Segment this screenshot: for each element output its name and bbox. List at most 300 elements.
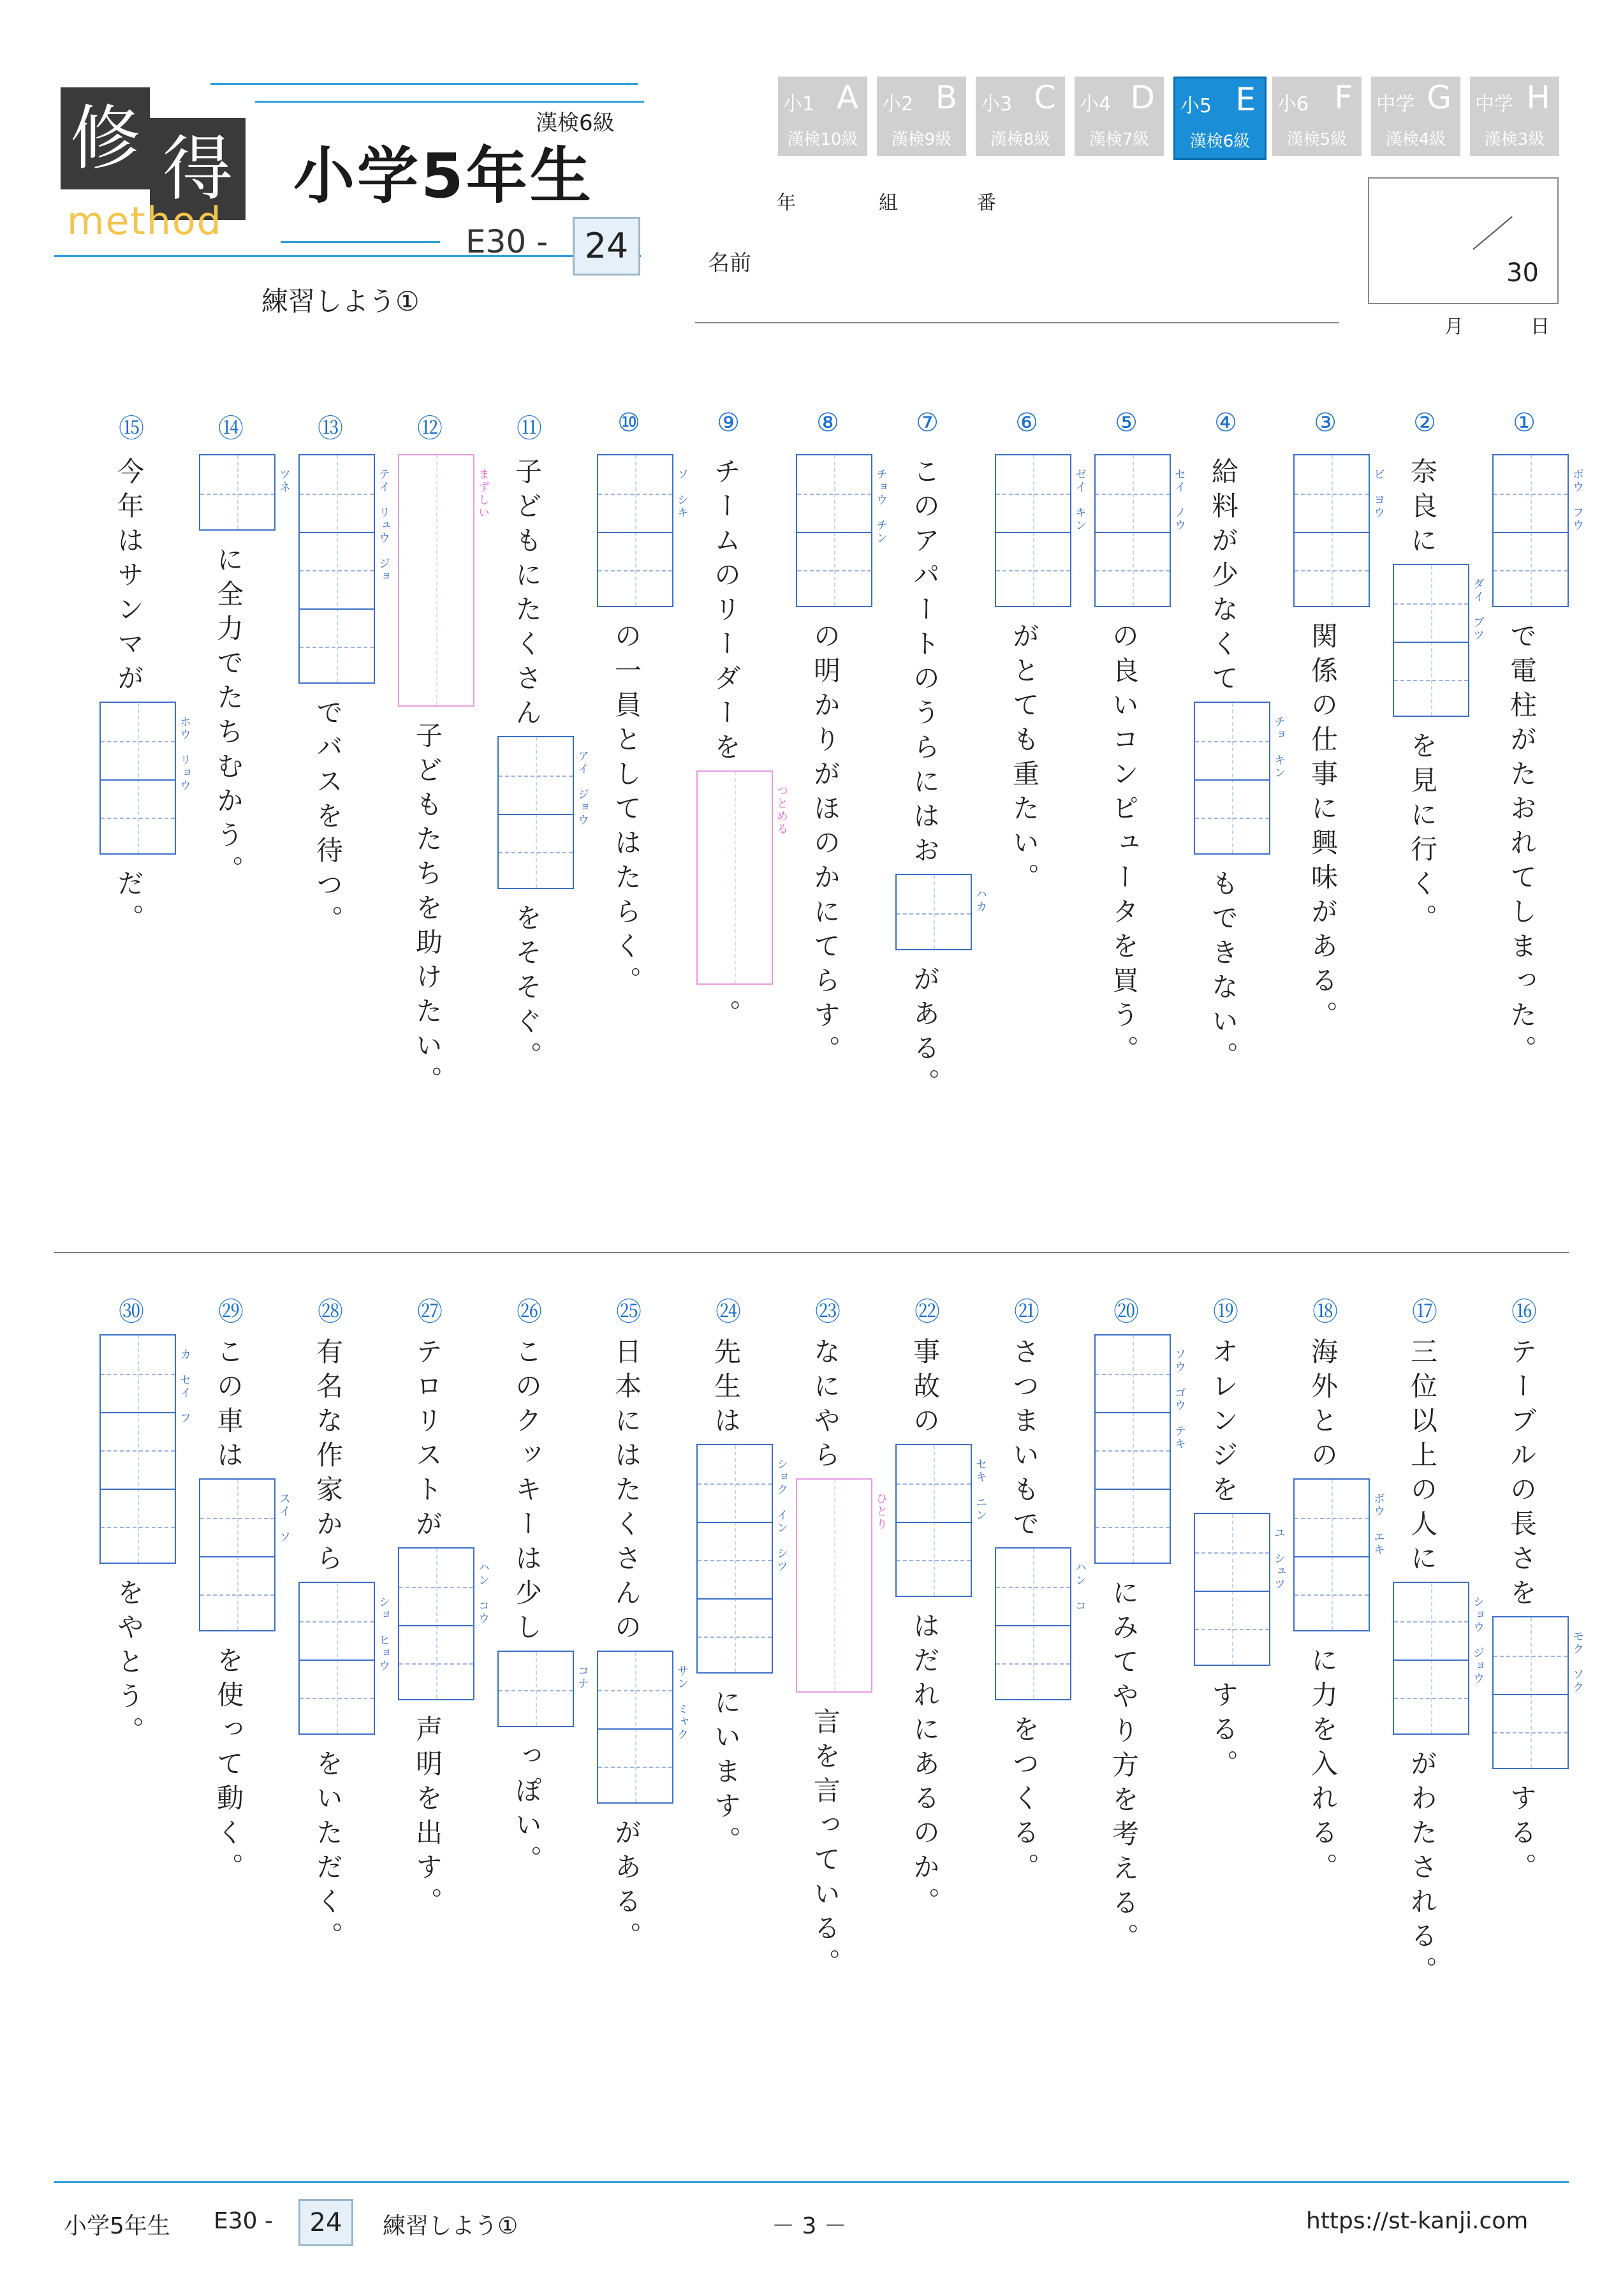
question-text: の明かりがほのかにてらす。 xyxy=(810,622,841,1070)
question-text: 声明を出す。 xyxy=(412,1715,443,1922)
cell-divider xyxy=(698,1522,772,1523)
cell-divider xyxy=(200,1556,274,1557)
grade-tab-school: 小4 xyxy=(1080,93,1112,115)
question-text: がある。 xyxy=(909,965,941,1103)
month-label: 月 xyxy=(1444,316,1464,338)
guide-line xyxy=(1431,1583,1432,1733)
guide-line xyxy=(300,570,374,571)
kana-answer-box[interactable] xyxy=(696,770,788,985)
guide-line xyxy=(1096,1450,1170,1452)
guide-line xyxy=(138,1336,139,1563)
guide-line xyxy=(598,1690,672,1691)
guide-line xyxy=(399,1587,473,1588)
furigana-hint: スイ ソ xyxy=(277,1492,291,1543)
cell-divider xyxy=(300,532,374,533)
question-text: テロリストが xyxy=(412,1337,443,1544)
guide-line xyxy=(698,1637,772,1638)
question-number: ⑦ xyxy=(916,408,939,438)
kanji-answer-box[interactable] xyxy=(199,1478,291,1631)
grade-tab-letter: C xyxy=(1034,79,1056,116)
guide-line xyxy=(337,1583,338,1733)
kana-answer-box[interactable] xyxy=(398,454,490,707)
year-label: 年 xyxy=(777,192,796,214)
furigana-hint: ダイ ブツ xyxy=(1471,578,1485,642)
name-label: 名前 xyxy=(708,251,751,276)
guide-line xyxy=(300,494,374,495)
question-text: 給料が少なくて xyxy=(1208,457,1239,698)
guide-line xyxy=(934,875,935,949)
guide-line xyxy=(1494,1656,1568,1657)
cell-divider xyxy=(897,1522,971,1523)
guide-line xyxy=(1431,565,1432,716)
grade-tab-letter: F xyxy=(1334,79,1353,116)
question-number: ⑬ xyxy=(318,414,343,443)
guide-line xyxy=(1494,570,1568,571)
question-number: ㉕ xyxy=(616,1297,642,1327)
kanji-answer-box[interactable] xyxy=(298,1582,390,1735)
guide-line xyxy=(337,455,338,682)
cell-divider xyxy=(101,1412,175,1413)
guide-line xyxy=(1033,455,1034,606)
guide-line xyxy=(1295,1518,1369,1519)
cell-divider xyxy=(996,1625,1070,1626)
question-number: ⑫ xyxy=(417,414,443,443)
question-text: の一員としてはたらく。 xyxy=(611,622,642,1001)
guide-line xyxy=(1394,1698,1468,1699)
cell-divider xyxy=(797,532,871,533)
guide-line xyxy=(1096,570,1170,571)
furigana-hint: ソ シキ xyxy=(675,468,689,519)
question-number: ㉓ xyxy=(815,1297,841,1327)
grade-tab-letter: E xyxy=(1235,81,1256,118)
guide-line xyxy=(1494,1732,1568,1733)
question-text: さつまいもで xyxy=(1009,1337,1040,1544)
question-number: ⑧ xyxy=(816,408,839,438)
guide-line xyxy=(1232,703,1233,853)
question-text: をつくる。 xyxy=(1009,1715,1040,1887)
question-text: 日本にはたくさんの xyxy=(611,1337,642,1647)
logo-mark-2: 得 xyxy=(150,118,246,220)
kanji-answer-box[interactable] xyxy=(99,1334,191,1564)
cell-divider xyxy=(1195,779,1269,781)
guide-line xyxy=(996,1587,1070,1588)
furigana-hint: テイ リュウ ジョ xyxy=(377,468,390,583)
cell-divider xyxy=(1494,532,1568,533)
grade-tab-2[interactable] xyxy=(877,77,966,156)
guide-line xyxy=(797,494,871,495)
guide-line xyxy=(934,1445,935,1596)
question-number: ㉔ xyxy=(716,1297,741,1327)
question-text: をそそぐ。 xyxy=(511,904,543,1076)
guide-line xyxy=(536,1652,537,1726)
question-number: ② xyxy=(1413,408,1436,438)
guide-line xyxy=(834,1480,835,1691)
question-number: ㉖ xyxy=(517,1297,542,1327)
guide-line xyxy=(797,570,871,571)
cell-divider xyxy=(598,532,672,533)
header-rule-top xyxy=(210,83,638,85)
guide-line xyxy=(1295,494,1369,495)
question-number: ⑨ xyxy=(717,408,740,438)
kanji-answer-box[interactable] xyxy=(995,1547,1087,1700)
kanji-answer-box[interactable] xyxy=(1094,1334,1186,1564)
kanji-answer-box[interactable] xyxy=(497,736,589,889)
guide-line xyxy=(1133,1336,1134,1563)
question-text: 三位以上の人に xyxy=(1407,1337,1438,1578)
question-number: ㉑ xyxy=(1014,1297,1039,1327)
guide-line xyxy=(138,703,139,853)
kanji-answer-box[interactable] xyxy=(696,1444,788,1674)
guide-line xyxy=(101,1527,175,1528)
furigana-hint: ショク イン シツ xyxy=(775,1458,788,1573)
guide-line xyxy=(897,913,971,915)
kanji-answer-box[interactable] xyxy=(796,454,888,607)
question-number: ⑤ xyxy=(1115,408,1138,438)
guide-line xyxy=(1295,570,1369,571)
score-total: 30 xyxy=(1506,258,1539,288)
grade-tab-kanken: 漢検6級 xyxy=(1189,132,1251,151)
guide-line xyxy=(1195,741,1269,742)
header-rule-bottom xyxy=(54,255,641,257)
guide-line xyxy=(1394,1621,1468,1623)
furigana-hint: アイ ジョウ xyxy=(576,750,589,827)
cell-divider xyxy=(996,532,1070,533)
cell-divider xyxy=(598,1728,672,1730)
grade-tab-kanken: 漢検4級 xyxy=(1385,130,1446,149)
guide-line xyxy=(499,1690,573,1691)
footer-code: E30 - xyxy=(214,2208,273,2234)
kanji-answer-box[interactable] xyxy=(1492,454,1584,607)
furigana-hint: コナ xyxy=(576,1665,589,1690)
question-number: ④ xyxy=(1214,408,1237,438)
furigana-hint: チョウ チン xyxy=(874,468,888,545)
guide-line xyxy=(1332,455,1333,606)
grade-tab-letter: H xyxy=(1526,79,1550,116)
kanji-answer-box[interactable] xyxy=(995,454,1087,607)
question-number: ⑯ xyxy=(1511,1297,1537,1327)
guide-line xyxy=(834,455,835,606)
cell-divider xyxy=(698,1598,772,1600)
grade-tab-3[interactable] xyxy=(976,77,1065,156)
question-number: ⑳ xyxy=(1113,1297,1139,1327)
question-text: がとても重たい。 xyxy=(1009,622,1040,897)
furigana-hint: ハカ xyxy=(974,888,987,913)
question-text: このアパートのうらにはお xyxy=(909,457,941,871)
furigana-hint: ツネ xyxy=(277,468,291,494)
guide-line xyxy=(1394,603,1468,605)
grade-tab-kanken: 漢検7級 xyxy=(1089,130,1150,149)
question-number: ⑥ xyxy=(1015,408,1038,438)
question-text: で電柱がたおれてしまった。 xyxy=(1506,622,1538,1070)
furigana-hint: まずしい xyxy=(476,468,490,519)
guide-line xyxy=(499,776,573,777)
page-title: 小学5年生 xyxy=(293,140,594,212)
kanji-answer-box[interactable] xyxy=(1393,1582,1485,1735)
kanken-level: 漢検6級 xyxy=(536,110,615,136)
question-number: ⑭ xyxy=(218,414,244,443)
grade-tab-kanken: 漢検3級 xyxy=(1484,130,1545,149)
question-text: をやとう。 xyxy=(114,1578,145,1751)
cell-divider xyxy=(300,608,374,610)
guide-line xyxy=(1531,1617,1532,1768)
grade-tab-4[interactable] xyxy=(1075,77,1164,156)
furigana-hint: ホウ リョウ xyxy=(178,716,191,792)
guide-line xyxy=(300,1621,374,1623)
question-text: 子どもにたくさん xyxy=(511,457,543,733)
question-text: にいます。 xyxy=(710,1688,742,1860)
cell-divider xyxy=(499,814,573,815)
furigana-hint: セイ ノウ xyxy=(1173,468,1186,532)
question-text: の良いコンピュータを買う。 xyxy=(1108,622,1140,1070)
guide-line xyxy=(436,455,437,705)
question-text: を見に行く。 xyxy=(1407,732,1438,938)
furigana-hint: セキ ニン xyxy=(974,1458,987,1522)
kanji-answer-box[interactable] xyxy=(1194,1513,1286,1666)
guide-line xyxy=(101,1374,175,1375)
question-text: をいただく。 xyxy=(312,1749,344,1956)
kanji-answer-box[interactable] xyxy=(99,702,191,855)
cell-divider xyxy=(1295,1556,1369,1557)
guide-line xyxy=(101,741,175,742)
question-text: がある。 xyxy=(611,1818,642,1956)
cell-divider xyxy=(101,779,175,781)
guide-line xyxy=(635,1652,636,1802)
logo-word: method xyxy=(67,199,223,244)
furigana-hint: ハン コ xyxy=(1073,1561,1087,1612)
furigana-hint: ゼイ キン xyxy=(1073,468,1087,532)
guide-line xyxy=(897,1560,971,1561)
guide-line xyxy=(897,1483,971,1485)
guide-line xyxy=(1494,494,1568,495)
furigana-hint: サン ミャク xyxy=(675,1665,689,1741)
cell-divider xyxy=(1494,1694,1568,1695)
kanji-answer-box[interactable] xyxy=(1194,702,1286,855)
grade-tab-letter: G xyxy=(1427,79,1451,116)
kanji-answer-box[interactable] xyxy=(1094,454,1186,607)
furigana-hint: ボウ エキ xyxy=(1372,1492,1385,1556)
guide-line xyxy=(1531,455,1532,606)
furigana-hint: チョ キン xyxy=(1272,716,1286,779)
cell-divider xyxy=(1096,1412,1170,1413)
question-text: はだれにあるのか。 xyxy=(909,1612,941,1922)
grade-tab-letter: D xyxy=(1130,79,1155,116)
question-text: でバスを待つ。 xyxy=(312,698,344,939)
cell-divider xyxy=(1295,532,1369,533)
furigana-hint: つとめる xyxy=(775,784,788,835)
guide-line xyxy=(1195,1552,1269,1554)
site-url[interactable]: https://st-kanji.com xyxy=(1306,2208,1529,2234)
logo-mark-1: 修 xyxy=(61,87,150,189)
question-text: 。 xyxy=(710,999,742,1034)
guide-line xyxy=(1332,1480,1333,1630)
guide-line xyxy=(598,494,672,495)
question-text: 先生は xyxy=(710,1337,742,1441)
kanji-answer-box[interactable] xyxy=(298,454,390,684)
kanji-answer-box[interactable] xyxy=(1492,1616,1584,1769)
kanji-answer-box[interactable] xyxy=(398,1547,490,1700)
question-text: する。 xyxy=(1506,1784,1538,1887)
question-number: ⑪ xyxy=(517,414,542,443)
kanji-answer-box[interactable] xyxy=(597,454,689,607)
grade-tab-8[interactable] xyxy=(1470,77,1559,156)
guide-line xyxy=(1195,1629,1269,1630)
kanji-answer-box[interactable] xyxy=(199,454,291,531)
question-text: 今年はサンマが xyxy=(114,457,145,698)
guide-line xyxy=(200,1518,274,1519)
question-text: テーブルの長さを xyxy=(1506,1337,1538,1613)
guide-line xyxy=(598,570,672,571)
guide-line xyxy=(1195,818,1269,819)
question-number: ⑮ xyxy=(119,414,144,443)
guide-line xyxy=(1096,494,1170,495)
question-number: ㉚ xyxy=(119,1297,144,1327)
guide-line xyxy=(1096,1527,1170,1528)
question-text: このクッキーは少し xyxy=(511,1337,543,1647)
question-text: を使って動く。 xyxy=(213,1646,244,1887)
footer-rule xyxy=(54,2181,1569,2183)
cell-divider xyxy=(1394,1659,1468,1661)
guide-line xyxy=(300,1698,374,1699)
grade-tab-7[interactable] xyxy=(1371,77,1460,156)
cell-divider xyxy=(1096,532,1170,533)
furigana-hint: ハン コウ xyxy=(476,1561,490,1625)
guide-line xyxy=(1133,455,1134,606)
section-divider xyxy=(54,1252,1569,1253)
question-text: に力を入れる。 xyxy=(1307,1646,1339,1887)
grade-tab-school: 小6 xyxy=(1277,93,1309,115)
question-text: チームのリーダーを xyxy=(710,457,742,767)
furigana-hint: カ セイ フ xyxy=(178,1348,191,1425)
question-text: なにやら xyxy=(810,1337,841,1475)
guide-line xyxy=(598,1767,672,1768)
grade-tab-kanken: 漢検10級 xyxy=(787,130,858,149)
grade-tab-5[interactable] xyxy=(1173,77,1267,160)
grade-tab-school: 中学 xyxy=(1475,93,1513,115)
worksheet-code: E30 - xyxy=(466,223,548,260)
furigana-hint: ひとり xyxy=(874,1492,888,1531)
guide-line xyxy=(698,1560,772,1561)
guide-line xyxy=(735,772,736,983)
question-number: ① xyxy=(1513,408,1536,438)
question-text: 関係の仕事に興味がある。 xyxy=(1307,622,1339,1035)
guide-line xyxy=(1096,1374,1170,1375)
question-number: ⑰ xyxy=(1412,1297,1437,1327)
guide-line xyxy=(101,818,175,819)
kanji-answer-box[interactable] xyxy=(1293,454,1385,607)
guide-line xyxy=(101,1450,175,1452)
question-number: ⑲ xyxy=(1213,1297,1238,1327)
question-text: にみてやり方を考える。 xyxy=(1108,1578,1140,1957)
kanji-answer-box[interactable] xyxy=(1293,1478,1385,1631)
grade-tab-kanken: 漢検8級 xyxy=(990,130,1051,149)
guide-line xyxy=(1232,1514,1233,1665)
footer-grade: 小学5年生 xyxy=(64,2213,170,2239)
furigana-hint: ショウ ジョウ xyxy=(1471,1596,1485,1685)
grade-tab-school: 小3 xyxy=(981,93,1013,115)
page-number: － 3 － xyxy=(772,2213,847,2239)
guide-line xyxy=(399,1663,473,1665)
question-text: この車は xyxy=(213,1337,244,1475)
guide-line xyxy=(237,455,239,529)
guide-line xyxy=(996,570,1070,571)
day-label: 日 xyxy=(1531,316,1550,338)
kanji-answer-box[interactable] xyxy=(597,1651,689,1804)
guide-line xyxy=(536,737,537,888)
question-text: もできない。 xyxy=(1208,869,1239,1076)
name-field[interactable] xyxy=(695,322,1339,323)
cell-divider xyxy=(1195,1591,1269,1592)
furigana-hint: ソウ ゴウ テキ xyxy=(1173,1348,1186,1450)
guide-line xyxy=(698,1483,772,1485)
grade-tab-6[interactable] xyxy=(1272,77,1362,156)
question-number: ⑱ xyxy=(1312,1297,1338,1327)
question-number: ⑩ xyxy=(617,408,640,438)
guide-line xyxy=(237,1480,239,1630)
header-rule-top2 xyxy=(255,101,644,103)
grade-tab-school: 中学 xyxy=(1376,93,1414,115)
kanji-answer-box[interactable] xyxy=(895,874,987,950)
question-number: ㉙ xyxy=(218,1297,244,1327)
grade-tab-letter: B xyxy=(935,79,957,116)
cell-divider xyxy=(1096,1489,1170,1490)
cell-divider xyxy=(1394,642,1468,643)
worksheet-number: 24 xyxy=(573,217,640,276)
grade-tab-school: 小5 xyxy=(1180,95,1212,117)
guide-line xyxy=(300,647,374,648)
grade-tab-kanken: 漢検5級 xyxy=(1286,130,1348,149)
guide-line xyxy=(1033,1549,1034,1699)
cell-divider xyxy=(101,1489,175,1490)
question-text: だ。 xyxy=(114,869,145,938)
question-text: する。 xyxy=(1208,1681,1239,1784)
question-text: 奈良に xyxy=(1407,457,1438,561)
question-text: オレンジを xyxy=(1208,1337,1239,1510)
grade-tab-1[interactable] xyxy=(778,77,867,156)
grade-tab-kanken: 漢検9級 xyxy=(891,130,952,149)
kanji-answer-box[interactable] xyxy=(895,1444,987,1597)
guide-line xyxy=(200,1594,274,1596)
question-text: に全力でたちむかう。 xyxy=(213,545,244,890)
question-text: 子どもたちを助けたい。 xyxy=(412,721,443,1100)
header-rule-mid xyxy=(281,241,440,243)
furigana-hint: ビ ヨウ xyxy=(1372,468,1385,519)
furigana-hint: ショ ヒョウ xyxy=(377,1596,390,1672)
kanji-answer-box[interactable] xyxy=(497,1651,589,1727)
guide-line xyxy=(1394,680,1468,681)
furigana-hint: ユ シュツ xyxy=(1272,1527,1286,1591)
guide-line xyxy=(635,455,636,606)
question-text: 有名な作家から xyxy=(312,1337,344,1578)
question-text: がわたされる。 xyxy=(1407,1749,1438,1991)
footer-title: 練習しよう① xyxy=(383,2213,518,2239)
guide-line xyxy=(996,1663,1070,1665)
footer-number: 24 xyxy=(298,2199,353,2246)
grade-tab-letter: A xyxy=(836,79,858,116)
question-text: 言を言っている。 xyxy=(810,1707,841,1983)
guide-line xyxy=(436,1549,437,1699)
number-label: 番 xyxy=(977,192,996,214)
guide-line xyxy=(735,1445,736,1672)
guide-line xyxy=(499,852,573,853)
grade-tab-school: 小1 xyxy=(783,93,815,115)
question-text: 事故の xyxy=(909,1337,941,1441)
worksheet-subtitle: 練習しよう① xyxy=(261,286,420,317)
cell-divider xyxy=(300,1659,374,1661)
kanji-answer-box[interactable] xyxy=(1393,564,1485,717)
class-label: 組 xyxy=(879,192,898,214)
guide-line xyxy=(200,494,274,495)
kana-answer-box[interactable] xyxy=(796,1478,888,1693)
